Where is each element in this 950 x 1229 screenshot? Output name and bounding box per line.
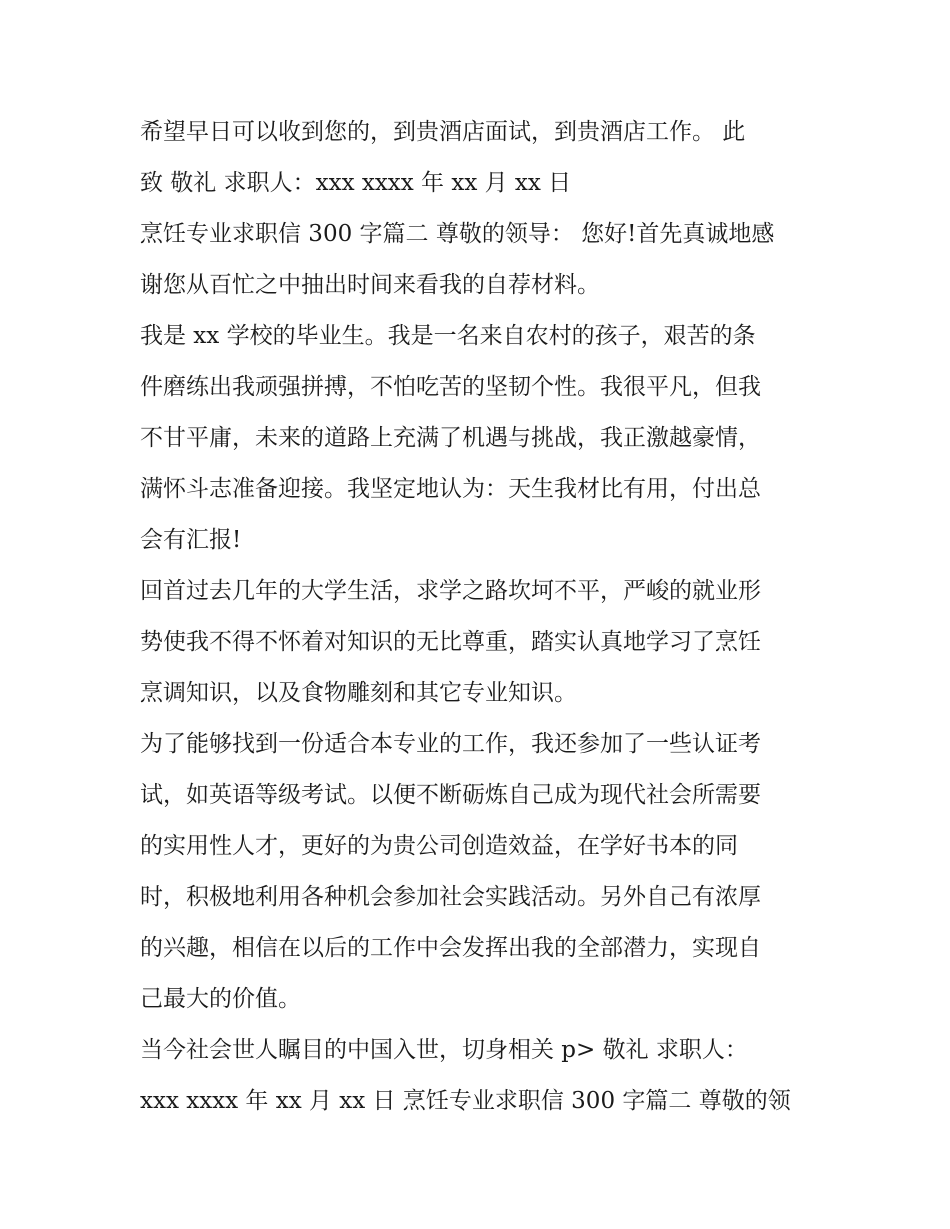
text-line: 试，如英语等级考试。以便不断砺炼自己成为现代社会所需要 xyxy=(140,782,761,808)
text-line: 致 敬礼 求职人：xxx xxxx 年 xx 月 xx 日 xyxy=(140,170,572,196)
text-line: 件磨练出我顽强拼搏，不怕吃苦的坚韧个性。我很平凡，但我 xyxy=(140,374,761,400)
text-line: 满怀斗志准备迎接。我坚定地认为：天生我材比有用，付出总 xyxy=(140,476,761,502)
text-line: 的兴趣，相信在以后的工作中会发挥出我的全部潜力，实现自 xyxy=(140,935,761,961)
text-line: 希望早日可以收到您的，到贵酒店面试，到贵酒店工作。 此 xyxy=(140,119,746,145)
text-line: 为了能够找到一份适合本专业的工作，我还参加了一些认证考 xyxy=(140,731,761,757)
text-line: 烹调知识，以及食物雕刻和其它专业知识。 xyxy=(140,680,577,706)
text-line: 的实用性人才，更好的为贵公司创造效益，在学好书本的同 xyxy=(140,833,738,859)
text-line: 不甘平庸，未来的道路上充满了机遇与挑战，我正激越豪情， xyxy=(140,425,761,451)
text-line: 时，积极地利用各种机会参加社会实践活动。另外自己有浓厚 xyxy=(140,884,761,910)
text-line: 回首过去几年的大学生活，求学之路坎坷不平，严峻的就业形 xyxy=(140,578,761,604)
text-line: 会有汇报! xyxy=(140,527,242,553)
letter-body xyxy=(140,107,820,1127)
text-line: 烹饪专业求职信 300 字篇二 尊敬的领导： 您好!首先真诚地感 xyxy=(140,221,775,247)
text-line: 己最大的价值。 xyxy=(140,986,301,1012)
text-line: 势使我不得不怀着对知识的无比尊重，踏实认真地学习了烹饪 xyxy=(140,629,761,655)
text-line: 当今社会世人瞩目的中国入世，切身相关 p> 敬礼 求职人： xyxy=(140,1037,748,1063)
text-line: 我是 xx 学校的毕业生。我是一名来自农村的孩子，艰苦的条 xyxy=(140,323,756,349)
text-line: 谢您从百忙之中抽出时间来看我的自荐材料。 xyxy=(140,272,600,298)
text-line: xxx xxxx 年 xx 月 xx 日 烹饪专业求职信 300 字篇二 尊敬的领 xyxy=(140,1088,791,1114)
